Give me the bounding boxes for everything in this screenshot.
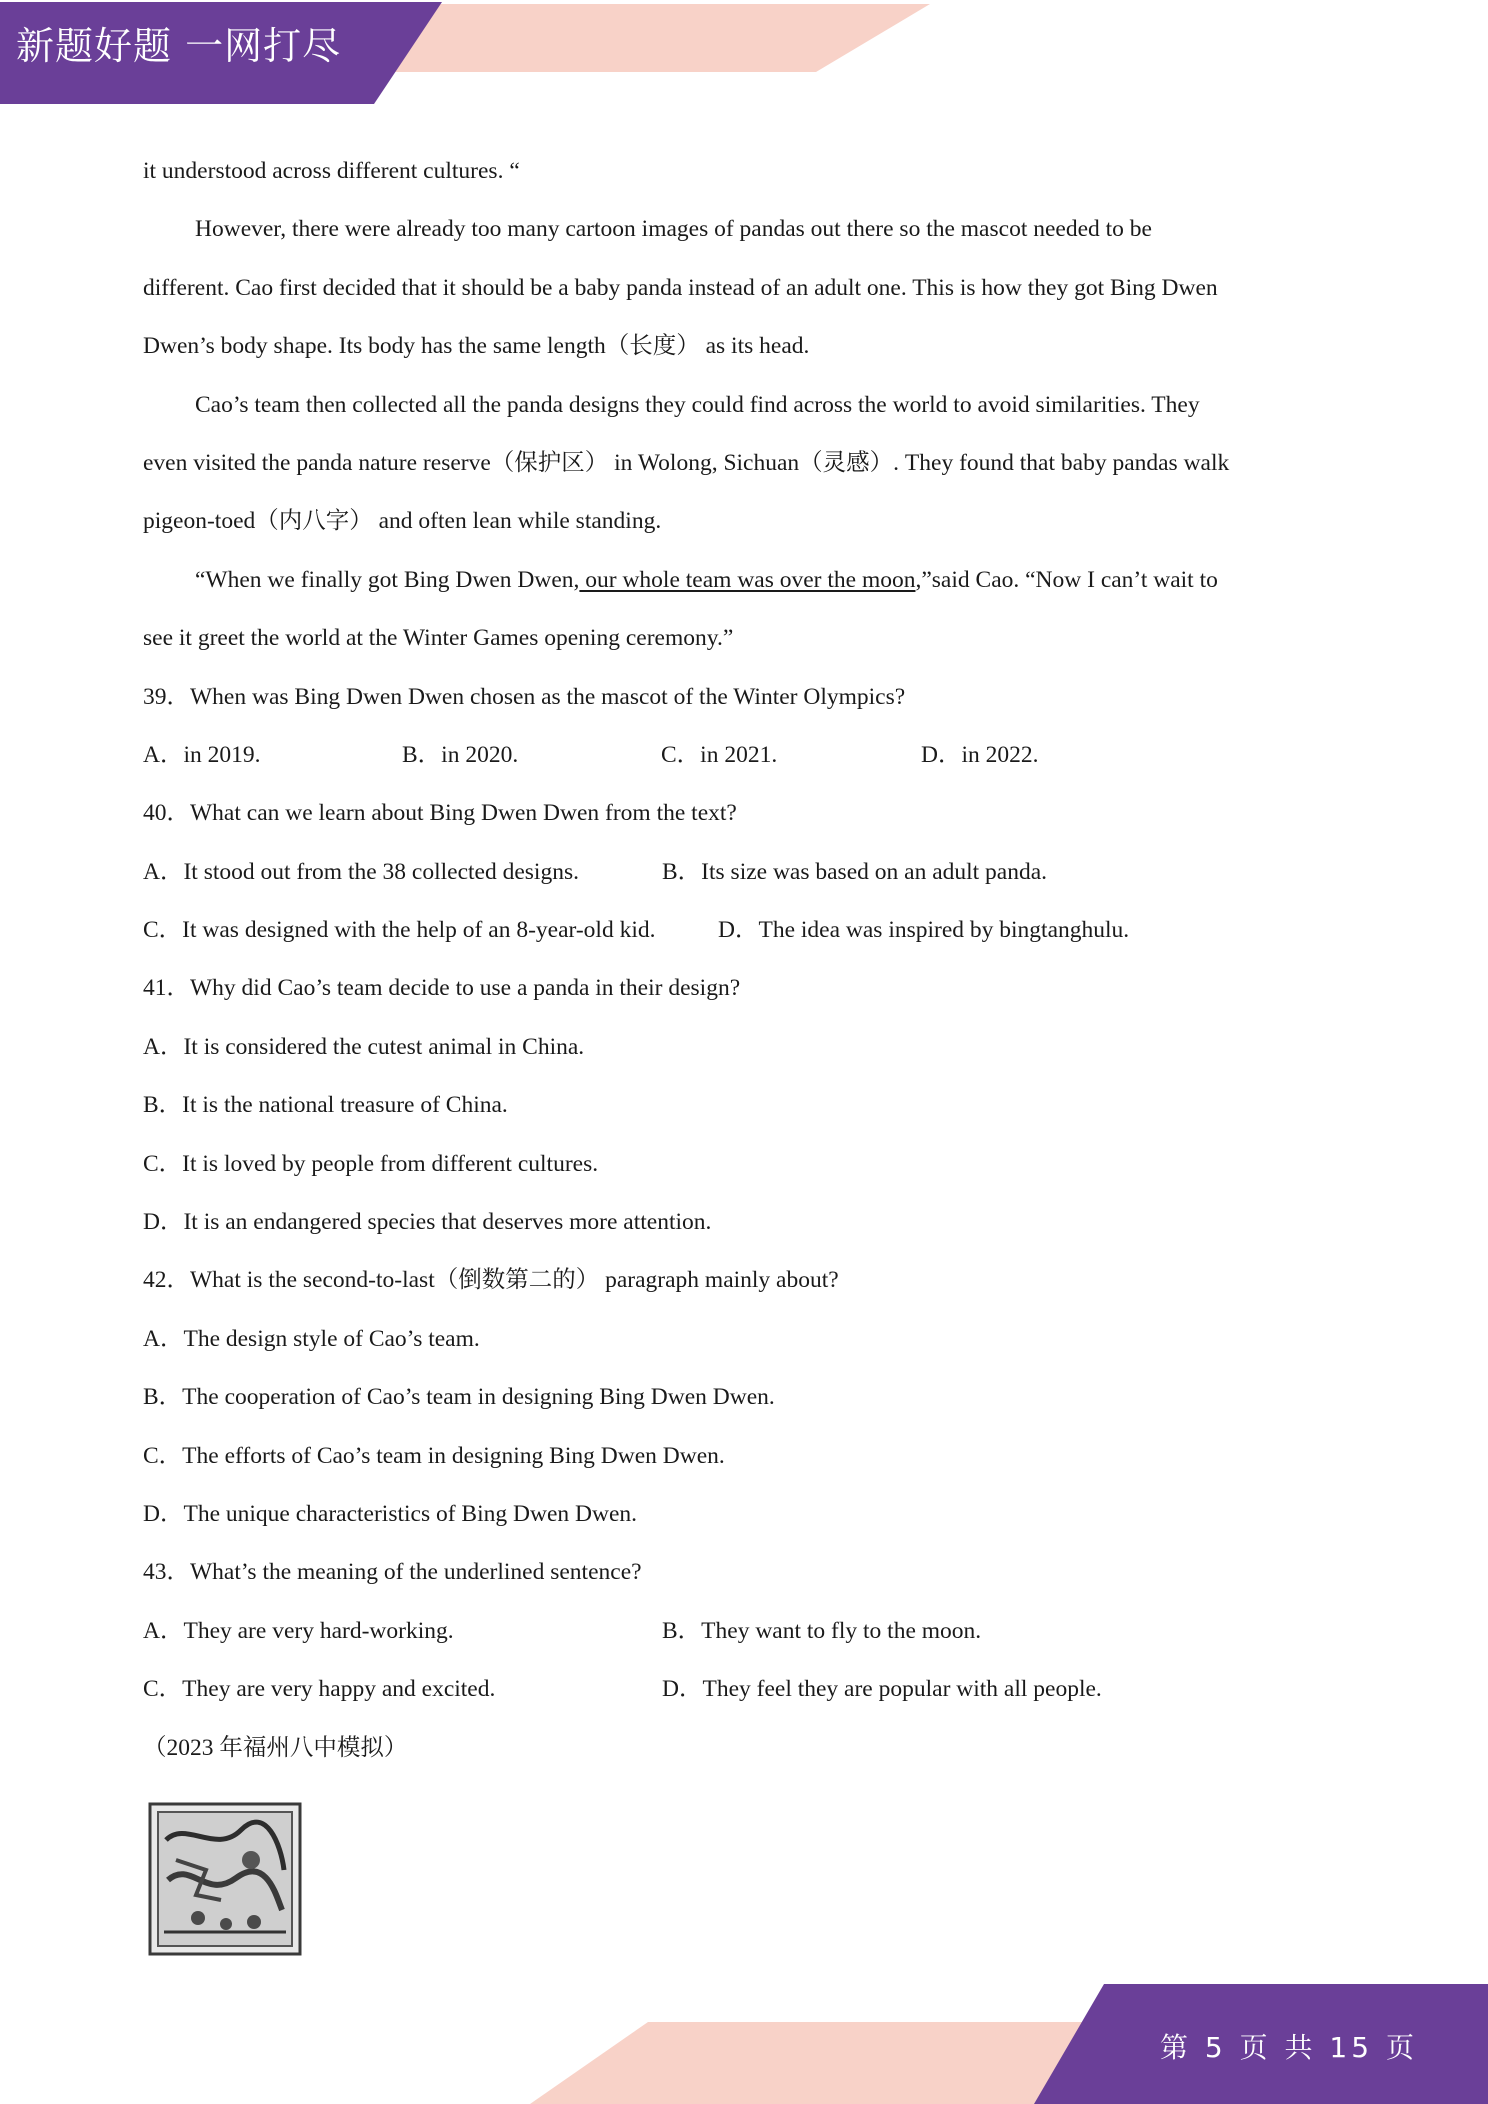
underlined-sentence: our whole team was over the moon — [579, 566, 916, 593]
q39-option-a: A．in 2019. — [143, 741, 261, 768]
footer-peach-strip — [530, 2022, 1118, 2104]
quote-end: ,”said Cao. “Now I can’t wait to — [915, 566, 1218, 593]
passage-line: it understood across different cultures. “ — [143, 158, 520, 184]
question-43-options-cd — [143, 1660, 1353, 1718]
q43-option-a: A．They are very hard-working. — [143, 1617, 454, 1644]
question-39-options — [143, 726, 1353, 784]
q41-option-a: A．It is considered the cutest animal in China. — [143, 1033, 585, 1060]
passage-line: However, there were already too many cartoon images of pandas out there so the mascot needed to be — [195, 216, 1152, 243]
question-40-stem: 40．What can we learn about Bing Dwen Dwen from the text? — [143, 800, 737, 827]
header-peach-strip — [360, 4, 930, 72]
q43-option-b: B．They want to fly to the moon. — [662, 1617, 982, 1644]
question-40-options-cd — [143, 901, 1353, 959]
q42-option-d: D．The unique characteristics of Bing Dwen Dwen. — [143, 1500, 638, 1527]
question-43-stem: 43．What’s the meaning of the underlined sentence? — [143, 1559, 642, 1586]
q43-option-d: D．They feel they are popular with all people. — [662, 1676, 1102, 1703]
q42-option-c: C．The efforts of Cao’s team in designing Bing Dwen Dwen. — [143, 1442, 725, 1469]
question-43-options-ab — [143, 1602, 1353, 1660]
source-note: （2023 年福州八中模拟） — [143, 1734, 408, 1761]
q40-option-b: B．Its size was based on an adult panda. — [662, 858, 1048, 885]
q40-option-d: D．The idea was inspired by bingtanghulu. — [718, 917, 1130, 944]
document-body — [143, 142, 1353, 1777]
q41-option-d: D．It is an endangered species that deserves more attention. — [143, 1209, 712, 1236]
question-41-stem: 41．Why did Cao’s team decide to use a panda in their design? — [143, 975, 741, 1002]
passage-line: Dwen’s body shape. Its body has the same length（长度） as its head. — [143, 333, 810, 360]
question-40-options-ab — [143, 843, 1353, 901]
q40-option-c: C．It was designed with the help of an 8-year-old kid. — [143, 917, 656, 944]
q39-option-b: B．in 2020. — [402, 741, 519, 768]
passage-line: even visited the panda nature reserve（保护区） in Wolong, Sichuan（灵感）. They found that baby pandas walk — [143, 449, 1230, 476]
passage-line: Cao’s team then collected all the panda designs they could find across the world to avoid similarities. They — [195, 391, 1200, 418]
passage-line: different. Cao first decided that it should be a baby panda instead of an adult one. This is how they got Bing Dwen — [143, 274, 1218, 301]
page-number: 第 5 页 共 15 页 — [1160, 2031, 1418, 2064]
q41-option-c: C．It is loved by people from different cultures. — [143, 1150, 599, 1177]
brand-title: 新题好题 一网打尽 — [16, 24, 342, 68]
q42-option-a: A．The design style of Cao’s team. — [143, 1325, 480, 1352]
q39-option-c: C．in 2021. — [661, 741, 778, 768]
quote-start: “When we finally got Bing Dwen Dwen, — [195, 566, 580, 593]
question-42-stem: 42．What is the second-to-last（倒数第二的） paragraph mainly about? — [143, 1267, 839, 1294]
q41-option-b: B．It is the national treasure of China. — [143, 1092, 508, 1119]
q40-option-a: A．It stood out from the 38 collected designs. — [143, 858, 579, 885]
q43-option-c: C．They are very happy and excited. — [143, 1676, 496, 1703]
question-39-stem: 39．When was Bing Dwen Dwen chosen as the mascot of the Winter Olympics? — [143, 683, 906, 710]
passage-line-quote — [143, 551, 1353, 609]
passage-line: pigeon-toed（内八字） and often lean while standing. — [143, 508, 662, 535]
q42-option-b: B．The cooperation of Cao’s team in designing Bing Dwen Dwen. — [143, 1384, 775, 1411]
passage-line: see it greet the world at the Winter Games opening ceremony.” — [143, 625, 734, 652]
seal-stamp-image — [146, 1800, 304, 1958]
q39-option-d: D．in 2022. — [921, 741, 1039, 768]
